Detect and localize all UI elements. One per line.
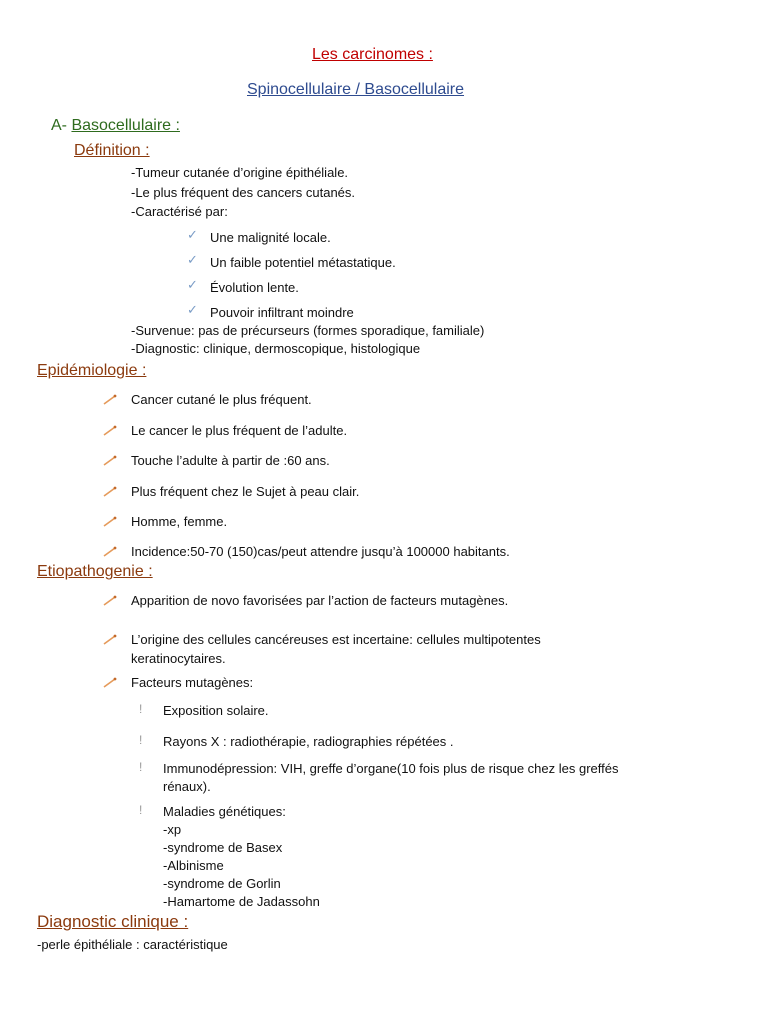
checkmark-icon: ✓ <box>187 302 198 317</box>
mutagen-item: Maladies génétiques: <box>163 804 286 819</box>
definition-after-line: -Diagnostic: clinique, dermoscopique, histologique <box>131 341 421 356</box>
pen-bullet-icon <box>102 515 118 533</box>
pen-bullet-icon <box>102 545 118 563</box>
etiopathogenie-item: Apparition de novo favorisées par l’action de facteurs mutagènes. <box>131 593 509 608</box>
diagnostic-heading: Diagnostic clinique : <box>37 912 189 931</box>
section-a-label: Basocellulaire : <box>71 117 180 134</box>
exclamation-bullet-icon: ! <box>139 760 143 774</box>
epidemiologie-item: Le cancer le plus fréquent de l’adulte. <box>131 423 348 438</box>
genetic-disease-item: -Hamartome de Jadassohn <box>163 894 320 909</box>
definition-line: -Le plus fréquent des cancers cutanés. <box>131 185 356 200</box>
etiopathogenie-heading: Etiopathogenie : <box>37 563 153 580</box>
pen-bullet-icon <box>102 676 118 694</box>
page-title: Les carcinomes : <box>312 46 433 63</box>
definition-check-item: Pouvoir infiltrant moindre <box>210 305 354 320</box>
checkmark-icon: ✓ <box>187 252 198 267</box>
epidemiologie-heading: Epidémiologie : <box>37 362 147 379</box>
checkmark-icon: ✓ <box>187 227 198 242</box>
epidemiologie-item: Plus fréquent chez le Sujet à peau clair. <box>131 484 360 499</box>
pen-bullet-icon <box>102 393 118 411</box>
definition-line: -Caractérisé par: <box>131 204 228 219</box>
page-subtitle: Spinocellulaire / Basocellulaire <box>247 81 465 98</box>
definition-check-item: Une malignité locale. <box>210 230 331 245</box>
definition-line: -Tumeur cutanée d’origine épithéliale. <box>131 165 349 180</box>
section-a-heading <box>51 117 180 135</box>
epidemiologie-item: Incidence:50-70 (150)cas/peut attendre jusqu’à 100000 habitants. <box>131 544 510 559</box>
mutagen-item-continuation: rénaux). <box>163 779 211 794</box>
genetic-disease-item: -syndrome de Basex <box>163 840 283 855</box>
section-a-prefix: A- <box>51 117 72 134</box>
exclamation-bullet-icon: ! <box>139 803 143 817</box>
pen-bullet-icon <box>102 485 118 503</box>
pen-bullet-icon <box>102 594 118 612</box>
checkmark-icon: ✓ <box>187 277 198 292</box>
etiopathogenie-item-continuation: keratinocytaires. <box>131 651 226 666</box>
definition-check-item: Un faible potentiel métastatique. <box>210 255 396 270</box>
pen-bullet-icon <box>102 424 118 442</box>
etiopathogenie-item: Facteurs mutagènes: <box>131 675 254 690</box>
epidemiologie-item: Cancer cutané le plus fréquent. <box>131 392 312 407</box>
mutagen-item: Immunodépression: VIH, greffe d’organe(10 fois plus de risque chez les greffés <box>163 761 619 776</box>
definition-after-line: -Survenue: pas de précurseurs (formes sporadique, familiale) <box>131 323 485 338</box>
etiopathogenie-item: L’origine des cellules cancéreuses est incertaine: cellules multipotentes <box>131 632 541 647</box>
pen-bullet-icon <box>102 633 118 651</box>
definition-check-item: Évolution lente. <box>210 280 299 295</box>
pen-bullet-icon <box>102 454 118 472</box>
diagnostic-line: -perle épithéliale : caractéristique <box>37 937 228 952</box>
genetic-disease-item: -syndrome de Gorlin <box>163 876 281 891</box>
epidemiologie-item: Touche l’adulte à partir de :60 ans. <box>131 453 330 468</box>
mutagen-item: Rayons X : radiothérapie, radiographies répétées . <box>163 734 454 749</box>
exclamation-bullet-icon: ! <box>139 702 143 716</box>
epidemiologie-item: Homme, femme. <box>131 514 228 529</box>
definition-heading: Définition : <box>74 142 150 159</box>
genetic-disease-item: -Albinisme <box>163 858 224 873</box>
mutagen-item: Exposition solaire. <box>163 703 269 718</box>
exclamation-bullet-icon: ! <box>139 733 143 747</box>
genetic-disease-item: -xp <box>163 822 182 837</box>
